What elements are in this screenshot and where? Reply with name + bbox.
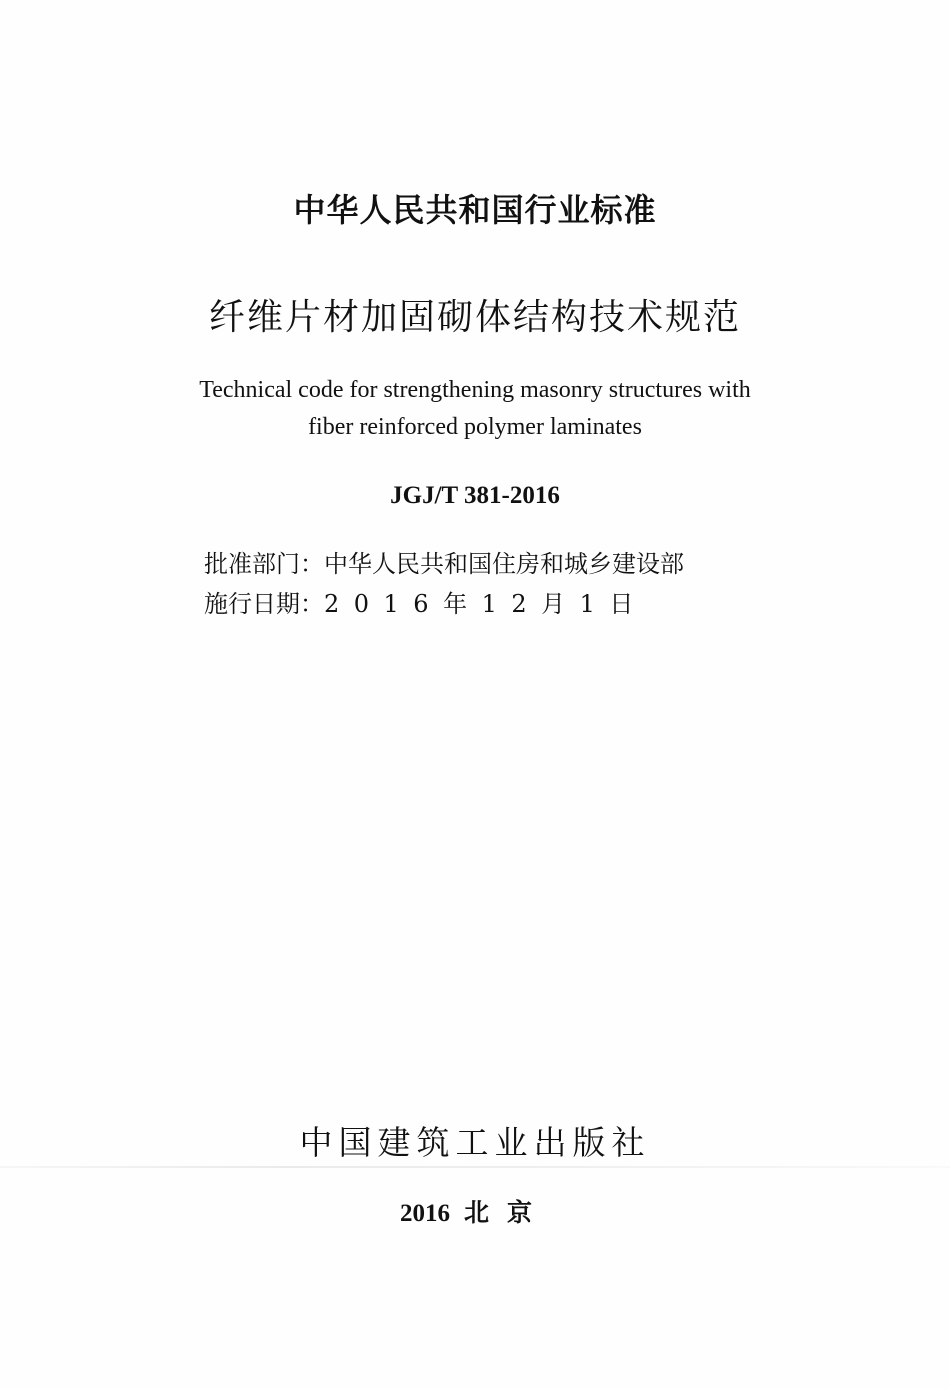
approval-department bbox=[204, 546, 684, 582]
title-english-line-2: fiber reinforced polymer laminates bbox=[308, 414, 642, 440]
approval-value: 中华人民共和国住房和城乡建设部 bbox=[324, 550, 684, 578]
approval-label: 批准部门： bbox=[204, 550, 324, 578]
scan-artifact-line bbox=[0, 1166, 950, 1168]
imprint-year: 2016 bbox=[399, 1200, 450, 1227]
publisher-name: 中国建筑工业出版社 bbox=[299, 1123, 651, 1162]
title-chinese: 纤维片材加固砌体结构技术规范 bbox=[208, 297, 741, 338]
standard-code: JGJ/T 381-2016 bbox=[390, 482, 560, 509]
standard-type-heading: 中华人民共和国行业标准 bbox=[293, 191, 657, 229]
imprint bbox=[0, 1196, 950, 1232]
title-english-line-1: Technical code for strengthening masonry structures with bbox=[199, 377, 751, 403]
effective-date bbox=[204, 586, 648, 622]
imprint-city: 北京 bbox=[463, 1200, 550, 1227]
effective-date-label: 施行日期： bbox=[204, 590, 324, 618]
effective-date-value: 2016年12月1日 bbox=[324, 590, 648, 618]
